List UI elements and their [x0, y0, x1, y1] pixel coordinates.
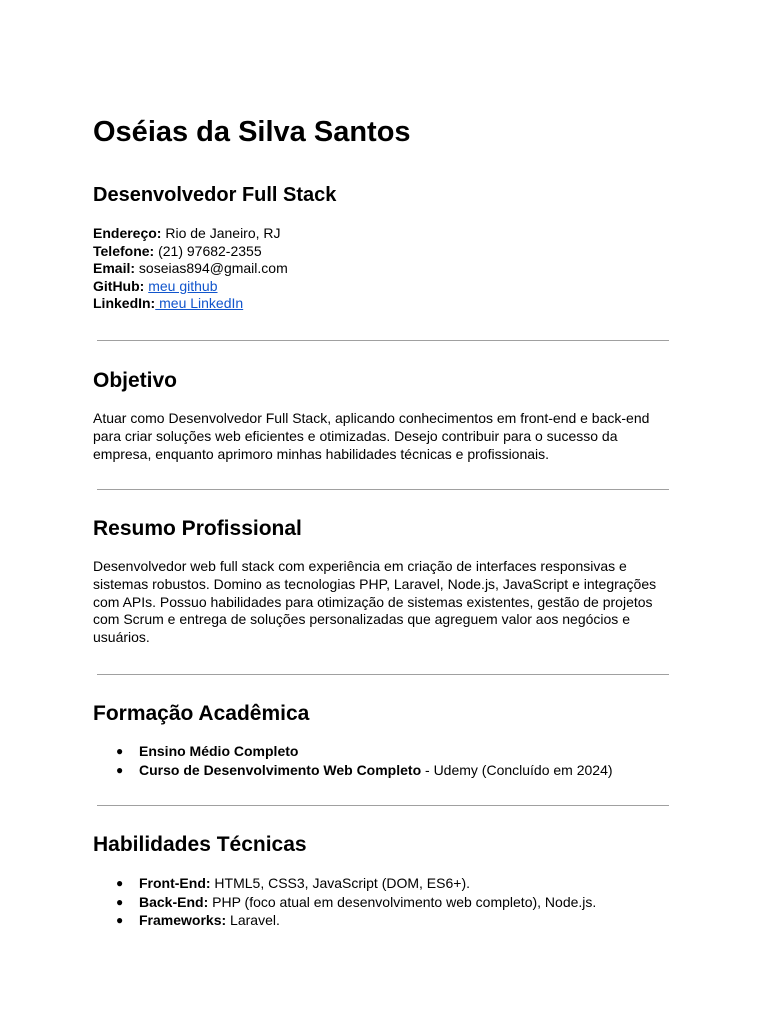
resume-role: Desenvolvedor Full Stack [93, 184, 337, 206]
education-list [93, 742, 613, 779]
contact-phone [93, 243, 288, 261]
bullet-icon: ● [116, 876, 124, 890]
bullet-icon: ● [116, 913, 124, 927]
linkedin-label: LinkedIn: [93, 295, 156, 312]
skills-list [93, 874, 596, 930]
list-item [93, 742, 613, 761]
contact-address [93, 225, 288, 243]
contact-email [93, 260, 288, 278]
list-item [93, 761, 613, 780]
bullet-icon: ● [116, 894, 124, 909]
phone-label: Telefone: [93, 242, 155, 259]
contact-github [93, 278, 288, 296]
contact-linkedin [93, 295, 288, 313]
objective-heading: Objetivo [93, 369, 178, 392]
list-item [93, 911, 596, 930]
skill-detail: PHP (foco atual em desenvolvimento web completo), Node.js. [208, 893, 597, 910]
linkedin-link[interactable]: meu LinkedIn [155, 295, 244, 312]
address-label: Endereço: [93, 225, 162, 241]
contact-block [93, 225, 288, 313]
resume-name: Oséias da Silva Santos [93, 116, 411, 148]
github-link[interactable]: meu github [148, 277, 218, 294]
email-value: soseias894@gmail.com [135, 260, 288, 277]
divider [97, 489, 669, 490]
bullet-icon: ● [116, 744, 124, 758]
education-item-title: Ensino Médio Completo [139, 743, 299, 759]
summary-heading: Resumo Profissional [93, 517, 302, 540]
skills-heading: Habilidades Técnicas [93, 833, 307, 856]
skill-detail: HTML5, CSS3, JavaScript (DOM, ES6+). [210, 875, 470, 891]
divider [97, 340, 669, 341]
education-item-title: Curso de Desenvolvimento Web Completo [139, 761, 422, 778]
education-heading: Formação Acadêmica [93, 702, 310, 725]
list-item [93, 874, 596, 893]
list-item [93, 893, 596, 912]
phone-value: (21) 97682-2355 [154, 242, 262, 259]
skill-detail: Laravel. [226, 912, 280, 928]
divider [97, 805, 669, 806]
skill-category: Back-End: [139, 893, 209, 910]
github-label: GitHub: [93, 277, 145, 294]
email-label: Email: [93, 260, 136, 277]
objective-text: Atuar como Desenvolvedor Full Stack, aplicando conhecimentos em front-end e back-end para criar soluções web eficientes e otimizadas. Desejo contribuir para o sucesso da empresa, enquanto aprimoro minhas habilidades técnicas e profissionais. [93, 410, 650, 462]
skill-category: Frameworks: [139, 912, 227, 928]
summary-text: Desenvolvedor web full stack com experiência em criação de interfaces responsivas e sistemas robustos. Domino as tecnologias PHP, Laravel, Node.js, JavaScript e integrações com APIs. Possuo habilidades para otimização de sistemas existentes, gestão de projetos com Scrum e entrega de soluções personalizadas que agreguem valor aos negócios e usuários. [93, 558, 657, 646]
bullet-icon: ● [116, 762, 124, 777]
divider [97, 674, 669, 675]
education-item-detail: - Udemy (Concluído em 2024) [421, 761, 613, 778]
address-value: Rio de Janeiro, RJ [161, 225, 281, 241]
skill-category: Front-End: [139, 875, 211, 891]
